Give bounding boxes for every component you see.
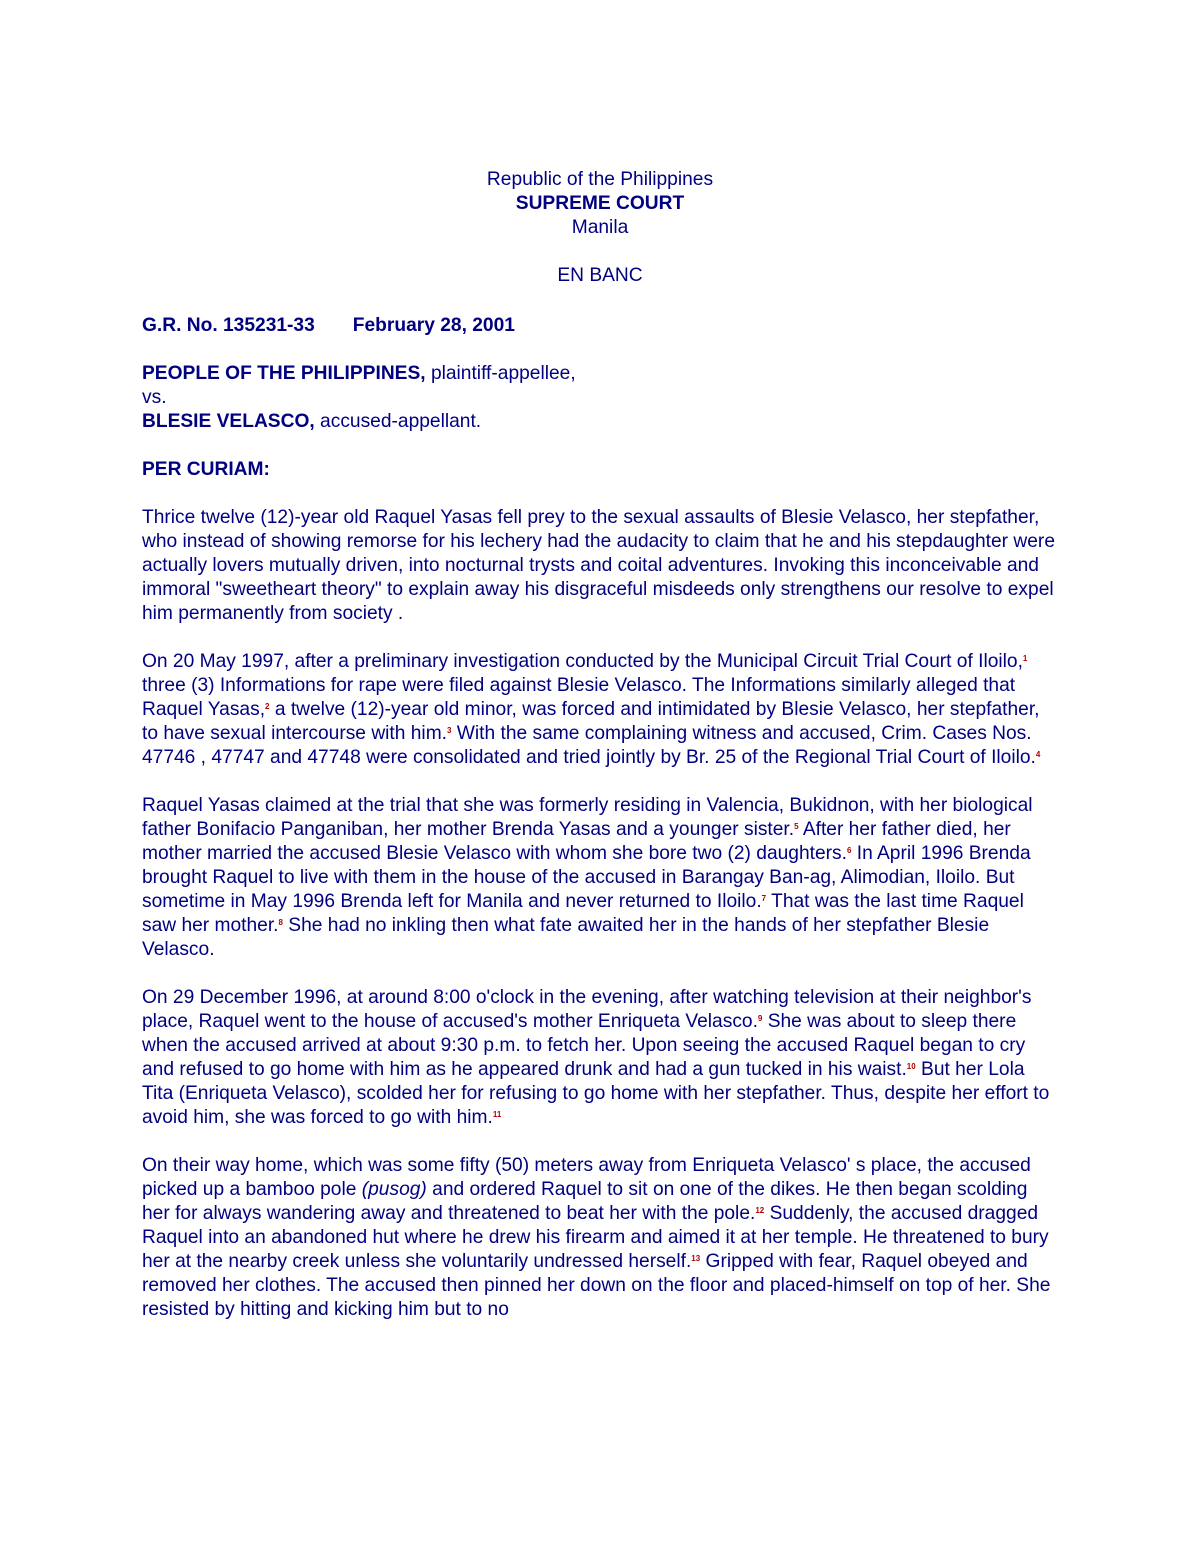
footnote-ref[interactable]: 6 — [846, 846, 852, 855]
paragraph-text: On 29 December 1996, at around 8:00 o'clock in the evening, after watching television at their neighbor's place, Raquel went to the house of accused's mother Enriqueta Velasco. — [142, 987, 1032, 1032]
footnote-ref[interactable]: 2 — [265, 702, 270, 711]
footnote-ref[interactable]: 9 — [757, 1014, 763, 1023]
plaintiff-role: plaintiff-appellee, — [425, 363, 576, 384]
case-number-line — [142, 314, 1058, 338]
document-page — [142, 168, 1058, 1346]
paragraph-text: She was about to sleep there when the accused arrived at about 9:30 p.m. to fetch her. Upon seeing the accused Raquel began to cry and refused to go home with him as he appeared drunk and had a gun tucked in his waist. — [142, 1011, 1026, 1080]
paragraph-text: On their way home, which was some fifty (50) meters away from Enriqueta Velasco' s place, the accused picked up a bamboo pole — [142, 1155, 1031, 1200]
gr-number: G.R. No. 135231-33 — [142, 315, 315, 336]
footnote-ref[interactable]: 11 — [492, 1110, 502, 1119]
accused-role: accused-appellant. — [314, 411, 482, 432]
paragraph-text: Suddenly, the accused dragged Raquel into an abandoned hut where he drew his firearm and aimed it at her temple. He threatened to bury her at the nearby creek unless she voluntarily undressed herself. — [142, 1203, 1049, 1272]
accused-name: BLESIE VELASCO, — [142, 411, 315, 432]
republic-line: Republic of the Philippines — [486, 169, 714, 190]
paragraph-text: On 20 May 1997, after a preliminary investigation conducted by the Municipal Circuit Trial Court of Iloilo, — [142, 651, 1023, 672]
paragraph-5 — [142, 1154, 1058, 1322]
footnote-ref[interactable]: 3 — [447, 726, 452, 735]
versus: vs. — [142, 387, 167, 408]
paragraph-1 — [142, 506, 1058, 626]
paragraph-4 — [142, 986, 1058, 1130]
plaintiff-name: PEOPLE OF THE PHILIPPINES, — [142, 363, 426, 384]
paragraph-text: With the same complaining witness and accused, Crim. Cases Nos. 47746 , 47747 and 47748 were consolidated and tried jointly by Br. 25 of the Regional Trial Court of Iloilo. — [142, 723, 1036, 768]
italic-term: (pusog) — [361, 1179, 427, 1200]
decision-date: February 28, 2001 — [352, 315, 515, 336]
court-division: EN BANC — [557, 265, 643, 286]
footnote-ref[interactable]: 8 — [278, 918, 283, 927]
paragraph-text: three (3) Informations for rape were filed against Blesie Velasco. The Informations similarly alleged that Raquel Yasas, — [142, 675, 1016, 720]
paragraph-text: But her Lola Tita (Enriqueta Velasco), scolded her for refusing to go home with her stepfather. Thus, despite her effort to avoid him, she was forced to go with him. — [142, 1059, 1050, 1128]
footnote-ref[interactable]: 4 — [1035, 750, 1041, 759]
paragraph-text: After her father died, her mother married the accused Blesie Velasco with whom she bore two (2) daughters. — [142, 819, 1011, 864]
paragraph-3 — [142, 794, 1058, 962]
court-name: SUPREME COURT — [515, 193, 685, 214]
paragraph-text: a twelve (12)-year old minor, was forced and intimidated by Blesie Velasco, her stepfather, to have sexual intercourse with him. — [142, 699, 1040, 744]
footnote-ref[interactable]: 10 — [906, 1062, 916, 1071]
court-header — [142, 168, 1058, 288]
footnote-ref[interactable]: 5 — [794, 822, 799, 831]
footnote-ref[interactable]: 1 — [1022, 654, 1028, 663]
footnote-ref[interactable]: 7 — [761, 894, 767, 903]
paragraph-text: Gripped with fear, Raquel obeyed and removed her clothes. The accused then pinned her down on the floor and placed-himself on top of her. She resisted by hitting and kicking him but to no — [142, 1251, 1051, 1320]
paragraph-text: In April 1996 Brenda brought Raquel to live with them in the house of the accused in Barangay Ban-ag, Alimodian, Iloilo. But sometime in May 1996 Brenda left for Manila and never returned to Iloilo. — [142, 843, 1031, 912]
footnote-ref[interactable]: 13 — [691, 1254, 701, 1263]
court-city: Manila — [571, 217, 629, 238]
per-curiam-heading: PER CURIAM: — [142, 459, 270, 480]
footnote-ref[interactable]: 12 — [755, 1206, 765, 1215]
paragraph-text: Thrice twelve (12)-year old Raquel Yasas fell prey to the sexual assaults of Blesie Velasco, her stepfather, who instead of showing remorse for his lechery had the audacity to claim that he and his stepdaughter were actually lovers mutually driven, into nocturnal trysts and coital adventures. Invoking this inconceivable and immoral "sweetheart theory" to explain away his disgraceful misdeeds only strengthens our resolve to expel him permanently from society . — [142, 507, 1055, 624]
paragraph-text: She had no inkling then what fate awaited her in the hands of her stepfather Blesie Velasco. — [142, 915, 990, 960]
paragraph-text: That was the last time Raquel saw her mother. — [142, 891, 1024, 936]
case-parties — [142, 362, 1058, 434]
paragraph-text: Raquel Yasas claimed at the trial that she was formerly residing in Valencia, Bukidnon, with her biological father Bonifacio Panganiban, her mother Brenda Yasas and a younger sister. — [142, 795, 1033, 840]
paragraph-2 — [142, 650, 1058, 770]
paragraph-text: and ordered Raquel to sit on one of the dikes. He then began scolding her for always wandering away and threatened to beat her with the pole. — [142, 1179, 1028, 1224]
